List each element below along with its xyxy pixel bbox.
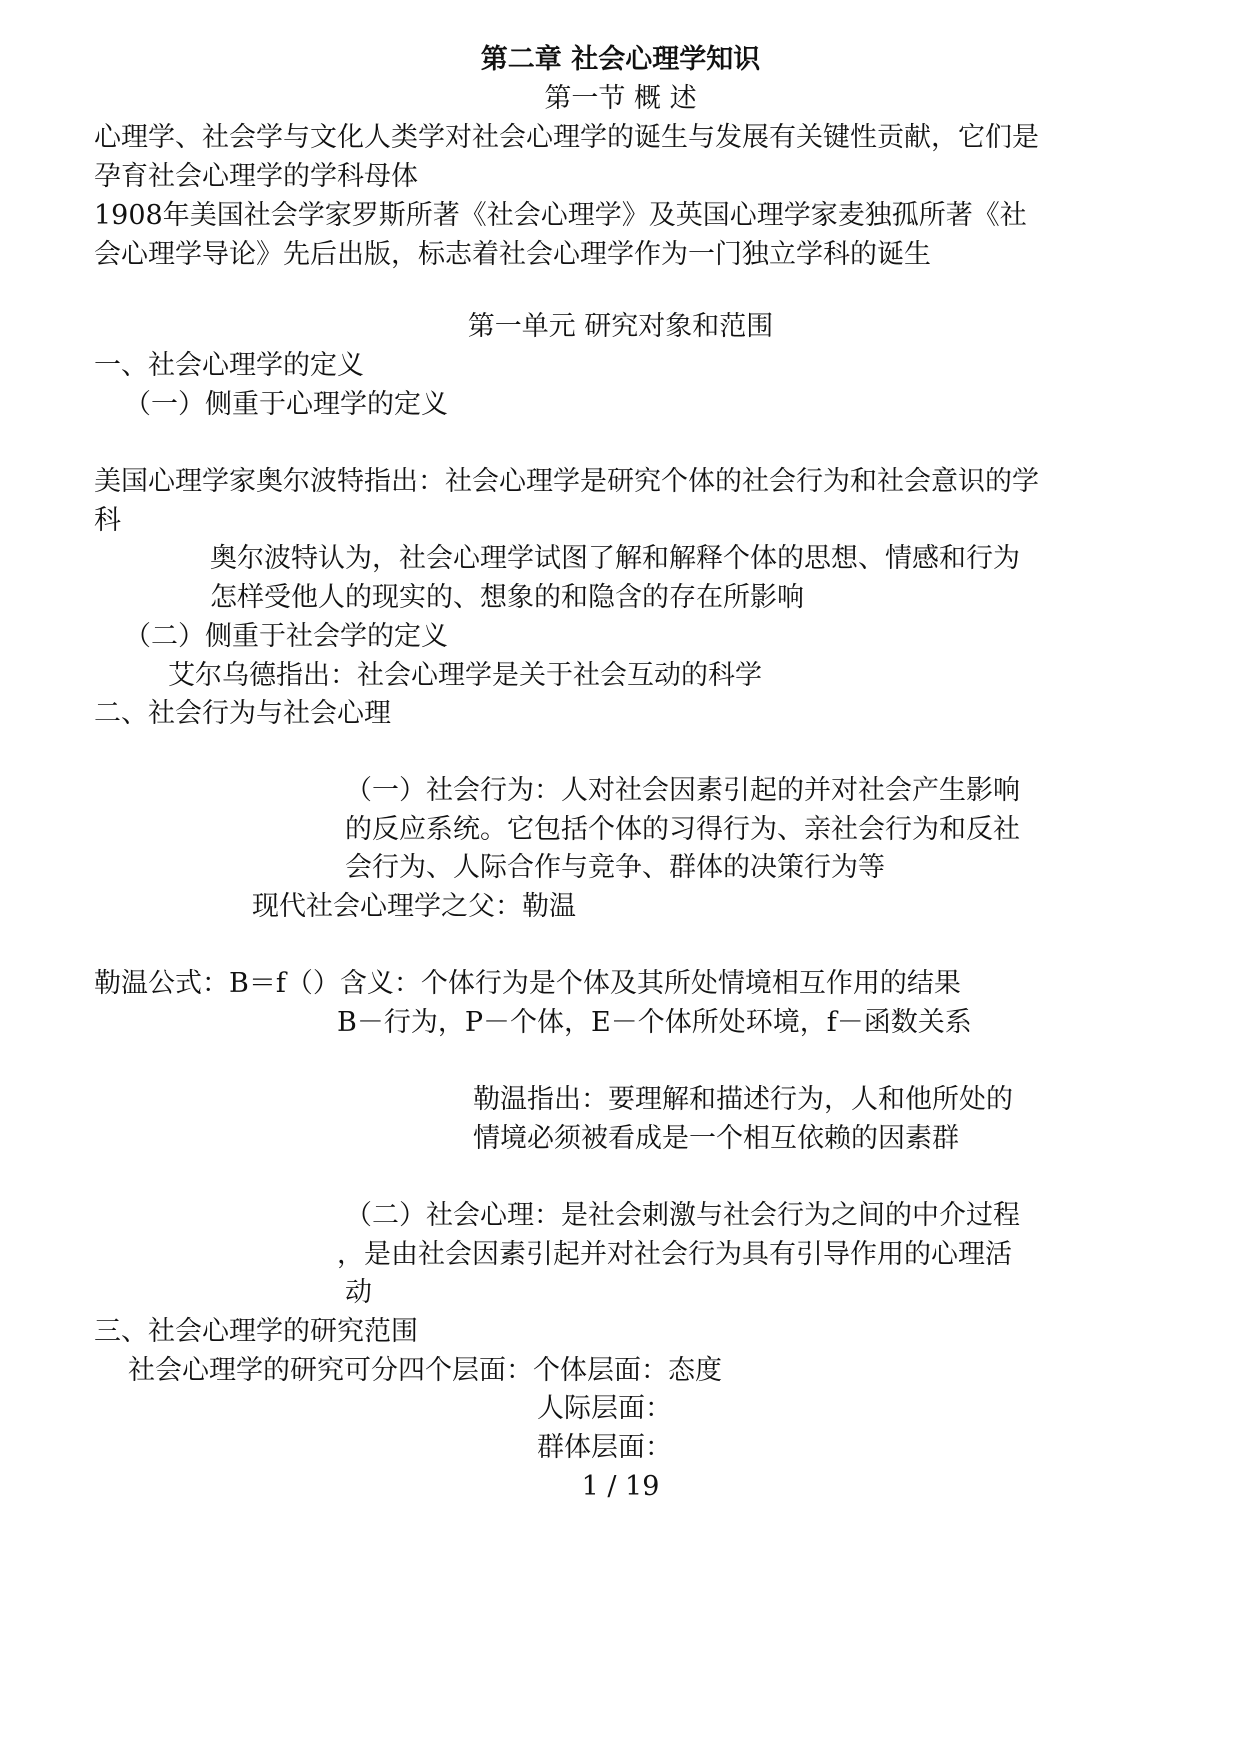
- paragraph-line: 情境必须被看成是一个相互依赖的因素群: [473, 1123, 959, 1154]
- intro-line: 心理学、社会学与文化人类学对社会心理学的诞生与发展有关键性贡献，它们是: [94, 122, 1039, 153]
- intro-line: 1908年美国社会学家罗斯所著《社会心理学》及英国心理学家麦独孤所著《社: [94, 200, 1027, 231]
- paragraph-line: 的反应系统。它包括个体的习得行为、亲社会行为和反社: [345, 814, 1020, 845]
- section-title: 第一节 概 述: [544, 83, 697, 114]
- paragraph-line: 现代社会心理学之父：勒温: [252, 891, 576, 922]
- section-heading: 二、社会行为与社会心理: [94, 698, 391, 729]
- subsection-heading: （二）侧重于社会学的定义: [124, 621, 448, 652]
- paragraph-line: 动: [345, 1277, 372, 1308]
- paragraph-line: 奥尔波特认为，社会心理学试图了解和解释个体的思想、情感和行为: [210, 543, 1020, 574]
- intro-line: 会心理学导论》先后出版，标志着社会心理学作为一门独立学科的诞生: [94, 239, 931, 270]
- subsection-heading: （一）侧重于心理学的定义: [124, 389, 448, 420]
- section-heading: 一、社会心理学的定义: [94, 350, 364, 381]
- paragraph-line: 勒温指出：要理解和描述行为，人和他所处的: [473, 1084, 1013, 1115]
- paragraph-line: 科: [94, 505, 121, 536]
- section-heading: 三、社会心理学的研究范围: [94, 1316, 418, 1347]
- paragraph-line: 怎样受他人的现实的、想象的和隐含的存在所影响: [210, 582, 804, 613]
- paragraph-line: （一）社会行为：人对社会因素引起的并对社会产生影响: [345, 775, 1020, 806]
- paragraph-line: 会行为、人际合作与竞争、群体的决策行为等: [345, 852, 885, 883]
- paragraph-line: ，是由社会因素引起并对社会行为具有引导作用的心理活: [337, 1239, 1012, 1270]
- intro-line: 孕育社会心理学的学科母体: [94, 161, 418, 192]
- formula-variables: B－行为，P－个体，E－个体所处环境，f－函数关系: [337, 1007, 972, 1038]
- paragraph-line: 社会心理学的研究可分四个层面：个体层面：态度: [128, 1355, 722, 1386]
- chapter-title: 第二章 社会心理学知识: [480, 44, 761, 75]
- page-number: 1 / 19: [581, 1471, 660, 1502]
- unit-title: 第一单元 研究对象和范围: [467, 311, 774, 342]
- paragraph-line: 艾尔乌德指出：社会心理学是关于社会互动的科学: [168, 660, 762, 691]
- level-item: 群体层面：: [537, 1432, 672, 1463]
- paragraph-line: 美国心理学家奥尔波特指出：社会心理学是研究个体的社会行为和社会意识的学: [94, 466, 1039, 497]
- level-item: 人际层面：: [537, 1393, 672, 1424]
- paragraph-line: （二）社会心理：是社会刺激与社会行为之间的中介过程: [345, 1200, 1020, 1231]
- formula-line: 勒温公式：B＝f（）含义：个体行为是个体及其所处情境相互作用的结果: [94, 968, 961, 999]
